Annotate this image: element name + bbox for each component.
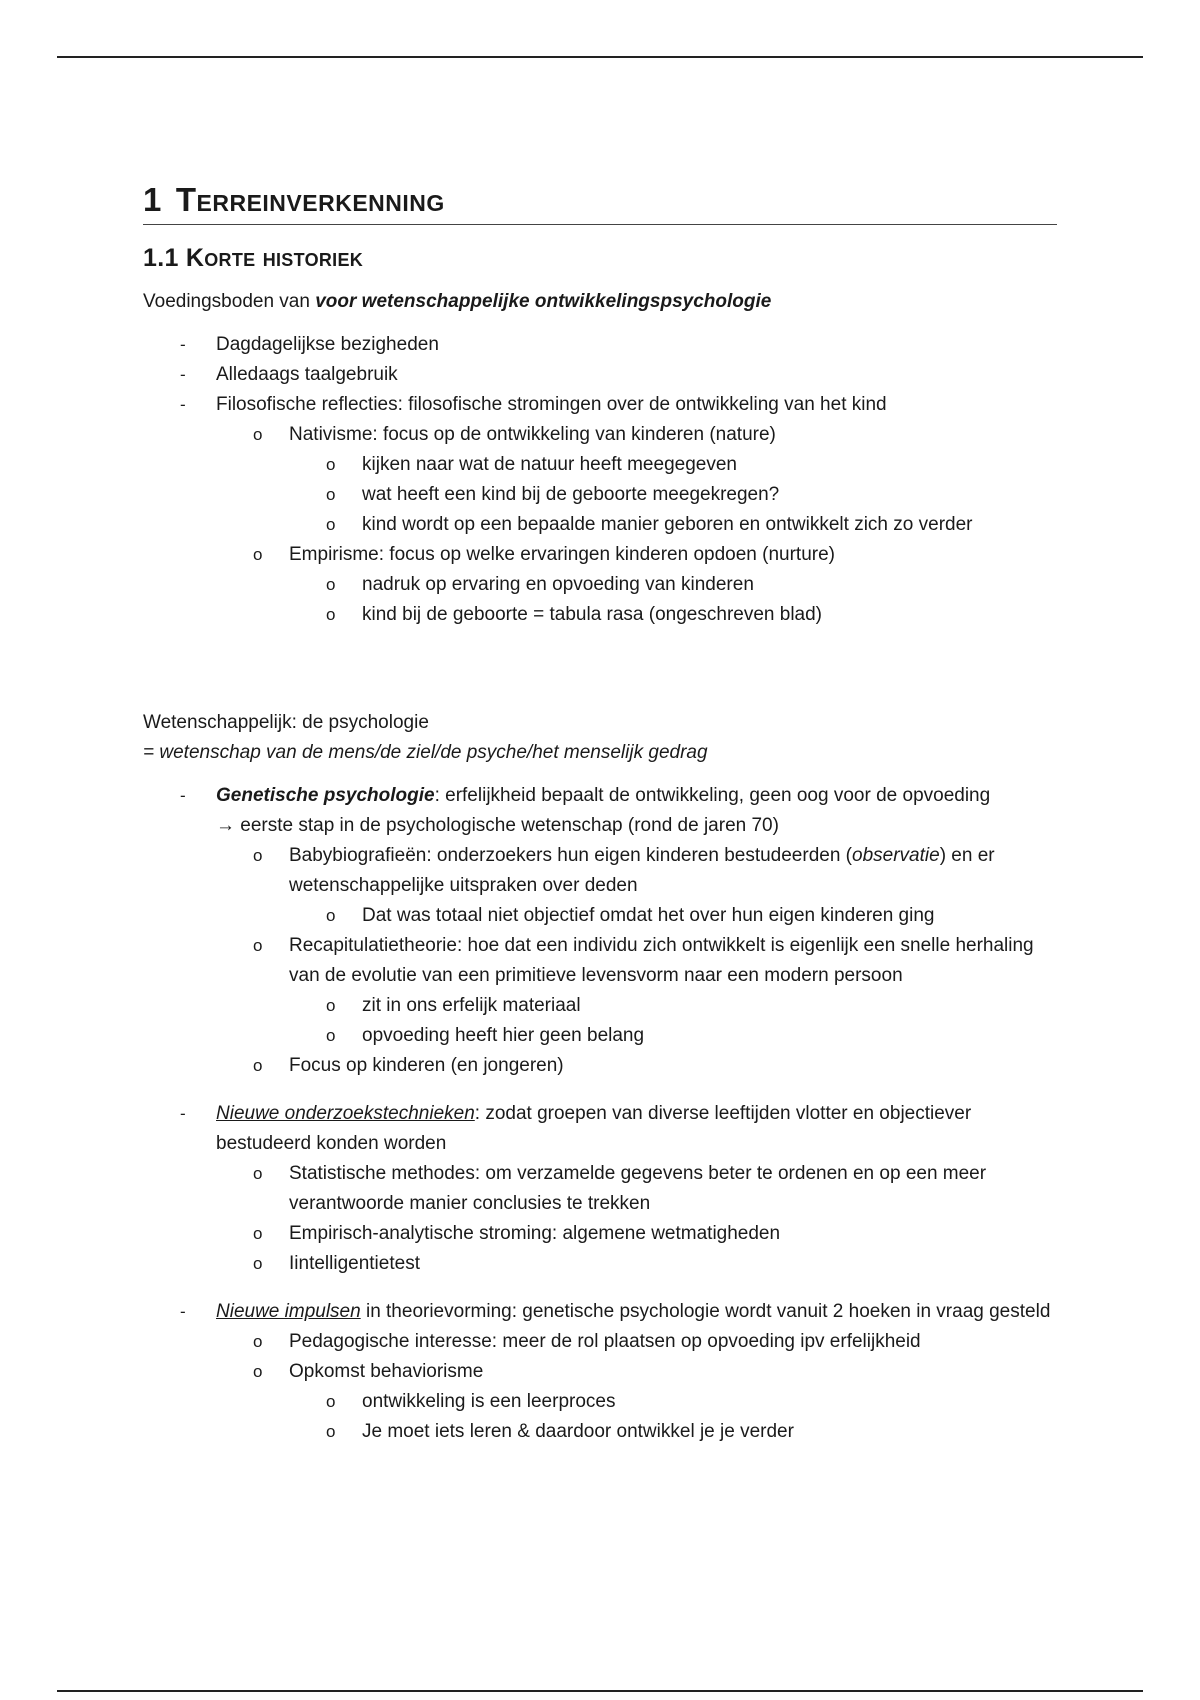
list-item-text: Statistische methodes: om verzamelde gegevens beter te ordenen en op een meer verantwoorde manier conclusies te trekken <box>289 1163 987 1214</box>
circle-bullet: o <box>326 575 336 594</box>
babybio-text: Babybiografieën: onderzoekers hun eigen kinderen bestudeerden ( <box>289 845 853 866</box>
header-rule <box>57 56 1143 58</box>
list-item <box>143 1357 1057 1387</box>
sources-list <box>143 330 1057 630</box>
heading-2 <box>143 241 1057 275</box>
list-item-text: Empirisch-analytische stroming: algemene wetmatigheden <box>289 1223 781 1244</box>
list-item-text: Alledaags taalgebruik <box>216 364 398 385</box>
intro-emphasis: voor wetenschappelijke ontwikkelingspsychologie <box>315 291 772 312</box>
circle-bullet: o <box>326 996 336 1015</box>
heading-1-number: 1 <box>143 181 162 218</box>
list-item <box>143 991 1057 1021</box>
list-item-text: kijken naar wat de natuur heeft meegegeven <box>362 454 737 475</box>
dash-bullet: - <box>180 1302 186 1321</box>
circle-bullet: o <box>326 485 336 504</box>
babybio-text-end: ) en er wetenschappelijke uitspraken over deden <box>289 845 995 896</box>
list-item <box>143 1417 1057 1447</box>
observation-term: observatie <box>852 845 940 866</box>
list-item <box>143 1219 1057 1249</box>
list-item-text: ontwikkeling is een leerproces <box>362 1391 616 1412</box>
list-item <box>143 510 1057 540</box>
list-item <box>143 931 1057 991</box>
list-item <box>143 540 1057 570</box>
dash-bullet: - <box>180 335 186 354</box>
list-item-text: opvoeding heeft hier geen belang <box>362 1025 645 1046</box>
dash-bullet: - <box>180 1104 186 1123</box>
list-item-text: Opkomst behaviorisme <box>289 1361 484 1382</box>
list-item-text: Dat was totaal niet objectief omdat het over hun eigen kinderen ging <box>362 905 935 926</box>
list-item <box>143 450 1057 480</box>
genetic-term: Genetische psychologie <box>216 785 435 806</box>
impulses-term: Nieuwe impulsen <box>216 1301 361 1322</box>
list-item <box>143 1159 1057 1219</box>
list-item <box>143 1297 1057 1327</box>
circle-bullet: o <box>253 1056 263 1075</box>
list-item <box>143 781 1057 841</box>
list-item-text: wat heeft een kind bij de geboorte meegekregen? <box>362 484 780 505</box>
list-item <box>143 480 1057 510</box>
science-line-1: Wetenschappelijk: de psychologie <box>143 712 429 733</box>
list-item-text: Focus op kinderen (en jongeren) <box>289 1055 564 1076</box>
list-item <box>143 360 1057 390</box>
dash-bullet: - <box>180 395 186 414</box>
heading-2-number: 1.1 <box>143 244 179 272</box>
dash-bullet: - <box>180 365 186 384</box>
list-item-text: Je moet iets leren & daardoor ontwikkel je je verder <box>362 1421 794 1442</box>
list-item <box>143 901 1057 931</box>
footer-rule <box>57 1690 1143 1700</box>
circle-bullet: o <box>326 455 336 474</box>
circle-bullet: o <box>253 846 263 865</box>
science-line-2: = wetenschap van de mens/de ziel/de psyche/het menselijk gedrag <box>143 742 708 763</box>
dash-bullet: - <box>180 786 186 805</box>
circle-bullet: o <box>326 906 336 925</box>
circle-bullet: o <box>326 515 336 534</box>
list-item-text: zit in ons erfelijk materiaal <box>362 995 581 1016</box>
circle-bullet: o <box>326 1026 336 1045</box>
intro-prefix: Voedingsboden van <box>143 291 316 312</box>
list-item <box>143 390 1057 420</box>
list-item <box>143 570 1057 600</box>
arrow-icon: → <box>216 815 235 836</box>
circle-bullet: o <box>253 1362 263 1381</box>
circle-bullet: o <box>253 425 263 444</box>
genetic-text: : erfelijkheid bepaalt de ontwikkeling, geen oog voor de opvoeding <box>434 785 991 806</box>
list-item <box>143 330 1057 360</box>
list-item-text: Filosofische reflecties: filosofische stromingen over de ontwikkeling van het kind <box>216 394 887 415</box>
list-item <box>143 420 1057 450</box>
science-list <box>143 781 1057 1447</box>
list-item <box>143 1051 1057 1081</box>
document-body <box>143 178 1057 1447</box>
heading-1-title: Terreinverkenning <box>175 181 445 218</box>
list-item-text: Nativisme: focus op de ontwikkeling van kinderen (nature) <box>289 424 776 445</box>
list-item-text: Iintelligentietest <box>289 1253 420 1274</box>
list-item-text: Recapitulatietheorie: hoe dat een individu zich ontwikkelt is eigenlijk een snelle herhaling van de evolutie van een primitieve levensvorm naar een modern persoon <box>289 935 1034 986</box>
list-item-text: Pedagogische interesse: meer de rol plaatsen op opvoeding ipv erfelijkheid <box>289 1331 921 1352</box>
list-item-text: Dagdagelijkse bezigheden <box>216 334 439 355</box>
list-item-text: kind wordt op een bepaalde manier geboren en ontwikkelt zich zo verder <box>362 514 973 535</box>
list-item <box>143 600 1057 630</box>
intro-paragraph <box>143 287 1057 317</box>
genetic-arrow-text: eerste stap in de psychologische wetenschap (rond de jaren 70) <box>235 815 779 836</box>
list-item-text: Empirisme: focus op welke ervaringen kinderen opdoen (nurture) <box>289 544 835 565</box>
list-item-text: nadruk op ervaring en opvoeding van kinderen <box>362 574 754 595</box>
list-item-text: kind bij de geboorte = tabula rasa (ongeschreven blad) <box>362 604 822 625</box>
circle-bullet: o <box>326 605 336 624</box>
circle-bullet: o <box>326 1422 336 1441</box>
list-item <box>143 1021 1057 1051</box>
list-item <box>143 1327 1057 1357</box>
list-item <box>143 841 1057 901</box>
heading-1 <box>143 178 1057 225</box>
circle-bullet: o <box>326 1392 336 1411</box>
impulses-text: in theorievorming: genetische psychologie wordt vanuit 2 hoeken in vraag gesteld <box>360 1301 1051 1322</box>
circle-bullet: o <box>253 1332 263 1351</box>
techniques-text: : zodat groepen van diverse leeftijden vlotter en objectiever bestudeerd konden worden <box>216 1103 972 1154</box>
circle-bullet: o <box>253 1164 263 1183</box>
circle-bullet: o <box>253 936 263 955</box>
list-item <box>143 1249 1057 1279</box>
techniques-term: Nieuwe onderzoekstechnieken <box>216 1103 475 1124</box>
circle-bullet: o <box>253 1254 263 1273</box>
circle-bullet: o <box>253 1224 263 1243</box>
list-item <box>143 1387 1057 1417</box>
heading-2-title: Korte historiek <box>185 244 364 272</box>
list-item <box>143 1099 1057 1159</box>
circle-bullet: o <box>253 545 263 564</box>
